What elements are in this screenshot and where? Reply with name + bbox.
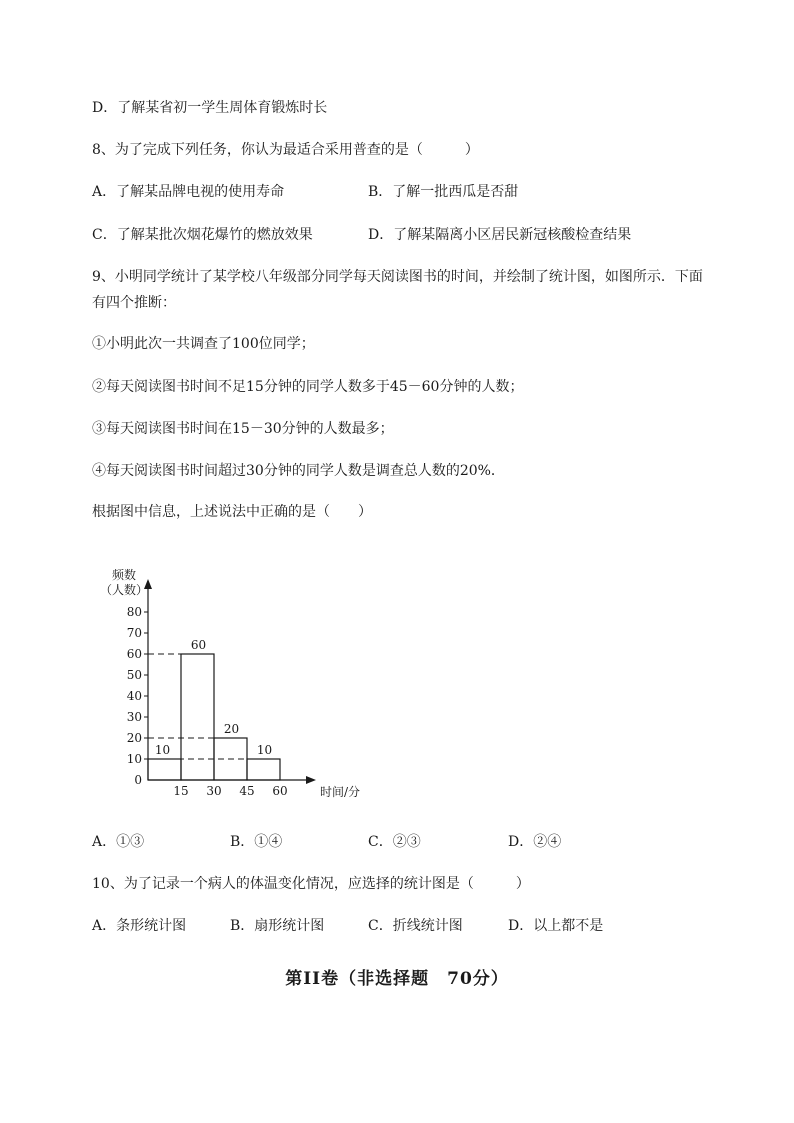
q9-stem-line2: 有四个推断： (92, 295, 176, 311)
bar-value-label-0: 10 (154, 743, 171, 757)
x-tick-label-60: 60 (272, 784, 288, 798)
y-axis-title-line1: 频数 (111, 568, 137, 582)
section-title: 第II卷（非选择题 70分） (285, 969, 509, 989)
y-tick-label-10: 10 (126, 752, 142, 766)
x-tick-label-15: 15 (173, 784, 189, 798)
q9-statement-3: ③每天阅读图书时间在15－30分钟的人数最多； (92, 421, 394, 437)
y-tick-label-50: 50 (126, 668, 142, 682)
q9-option-b: B．①④ (230, 834, 283, 850)
q8-option-a: A．了解某品牌电视的使用寿命 (92, 184, 285, 200)
y-tick-label-30: 30 (126, 710, 142, 724)
q10-option-b: B．扇形统计图 (230, 918, 325, 934)
x-tick-label-45: 45 (239, 784, 255, 798)
q8-stem: 8、为了完成下列任务，你认为最适合采用普查的是（ ） (92, 142, 479, 158)
y-tick-label-80: 80 (126, 605, 142, 619)
q10-stem: 10、为了记录一个病人的体温变化情况，应选择的统计图是（ ） (92, 876, 530, 892)
y-tick-label-0: 0 (134, 773, 142, 787)
q9-statement-2: ②每天阅读图书时间不足15分钟的同学人数多于45－60分钟的人数； (92, 379, 524, 395)
x-tick-label-30: 30 (206, 784, 222, 798)
q9-stem-line1: 9、小明同学统计了某学校八年级部分同学每天阅读图书的时间，并绘制了统计图，如图所示．下面 (92, 269, 703, 285)
bar-0-15 (148, 759, 181, 780)
bar-value-label-1: 60 (190, 638, 207, 652)
q9-statement-1: ①小明此次一共调查了100位同学； (92, 336, 315, 352)
bar-value-label-3: 10 (256, 743, 273, 757)
y-tick-label-40: 40 (126, 689, 142, 703)
q10-option-d: D．以上都不是 (508, 918, 604, 934)
q10-option-c: C．折线统计图 (368, 918, 463, 934)
q9-option-a: A．①③ (92, 834, 145, 850)
y-axis-title-line2: （人数） (99, 583, 149, 597)
y-tick-label-20: 20 (126, 731, 142, 745)
histogram-chart (95, 562, 365, 802)
x-axis-title: 时间/分 (320, 785, 361, 799)
q8-option-b: B．了解一批西瓜是否甜 (368, 184, 519, 200)
q8-option-c: C．了解某批次烟花爆竹的燃放效果 (92, 227, 313, 243)
bar-value-label-2: 20 (223, 722, 240, 736)
q8-option-d: D．了解某隔离小区居民新冠核酸检查结果 (368, 227, 632, 243)
q9-question: 根据图中信息，上述说法中正确的是（ ） (92, 504, 372, 520)
q9-option-c: C．②③ (368, 834, 421, 850)
x-axis-arrow (306, 776, 316, 784)
y-tick-label-60: 60 (126, 647, 142, 661)
q7-option-d: D．了解某省初一学生周体育锻炼时长 (92, 100, 328, 116)
q9-statement-4: ④每天阅读图书时间超过30分钟的同学人数是调查总人数的20%． (92, 463, 505, 479)
q9-option-d: D．②④ (508, 834, 562, 850)
q10-option-a: A．条形统计图 (92, 918, 187, 934)
bar-45-60 (247, 759, 280, 780)
bar-15-30 (181, 654, 214, 780)
y-tick-label-70: 70 (126, 626, 142, 640)
